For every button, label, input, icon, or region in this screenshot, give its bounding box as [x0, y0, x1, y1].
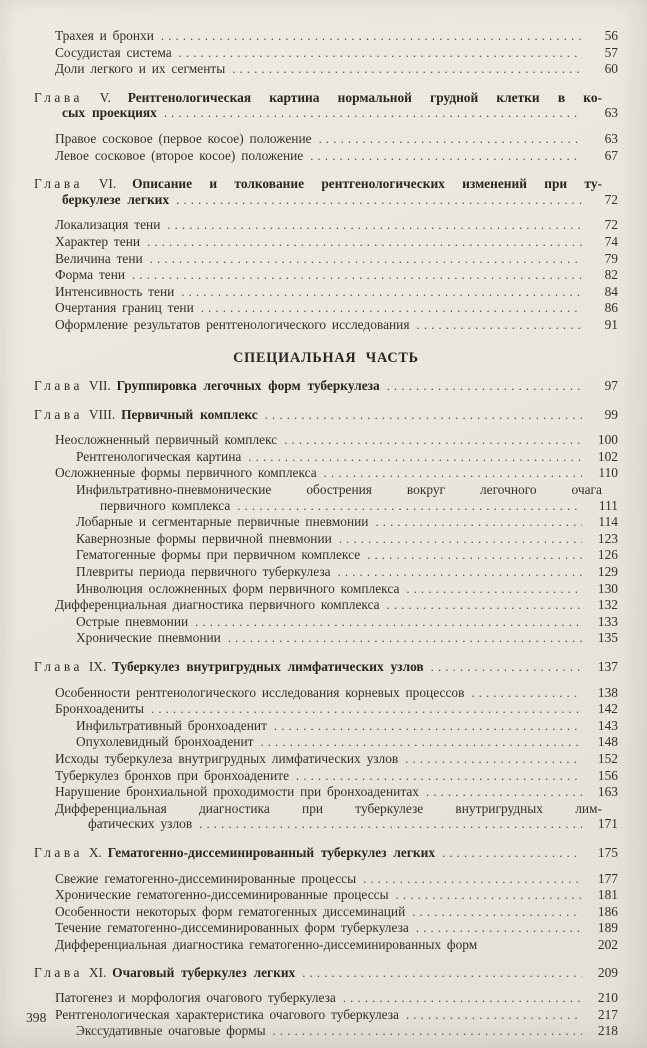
dot-leader: [387, 597, 582, 614]
entry-title: Осложненные формы первичного комплекса: [55, 465, 317, 481]
toc-entry: [34, 801, 618, 833]
toc-row: [76, 630, 618, 647]
entry-title: Сосудистая система: [55, 44, 172, 60]
entry-page-number: 210: [597, 990, 618, 1006]
toc-row: [55, 871, 618, 888]
entry-title: Течение гематогенно-диссеминированных форм туберкулеза: [55, 920, 409, 936]
dot-leader: [426, 784, 582, 801]
dot-leader: [296, 768, 582, 785]
entry-page-number: 86: [604, 300, 618, 316]
dot-leader: [237, 498, 582, 515]
chapter-label: Глава: [34, 844, 83, 860]
dot-leader: [273, 1023, 582, 1040]
toc-chapter-entry: [34, 965, 618, 982]
entry-title-continued: первичного комплекса: [100, 497, 231, 513]
dot-leader: [248, 449, 582, 466]
dot-leader: [396, 887, 582, 904]
chapter-title: Очаговый туберкулез легких: [112, 964, 296, 980]
chapter-title-continued: беркулезе легких: [62, 191, 170, 207]
chapter-title: Туберкулез внутригрудных лимфатических узлов: [112, 659, 424, 674]
entry-title: Свежие гематогенно-диссеминированные процессы: [55, 870, 357, 886]
entry-title: Характер тени: [55, 233, 141, 249]
dot-leader: [324, 465, 582, 482]
chapter-title: Описание и толкование рентгенологических изменений при ту-: [132, 176, 602, 192]
chapter-label: Глава: [34, 964, 83, 980]
chapter-numeral: VI.: [98, 176, 117, 192]
dot-leader: [284, 432, 582, 449]
toc-row: [55, 148, 618, 165]
chapter-title-wrap: [34, 845, 435, 861]
entry-title: Левое сосковое (второе косое) положение: [55, 147, 304, 163]
dot-leader: [201, 300, 582, 317]
entry-title: Инфильтративный бронхоаденит: [76, 717, 267, 733]
entry-page-number: 142: [597, 701, 618, 717]
entry-page-number: 56: [604, 28, 618, 43]
entry-page-number: 148: [597, 734, 618, 750]
entry-page-number: 63: [604, 105, 618, 121]
entry-title-continued: фатических узлов: [88, 816, 193, 832]
chapter-label: Глава: [34, 176, 83, 192]
dot-leader: [274, 718, 582, 735]
dot-leader: [406, 1007, 582, 1024]
entry-title: Особенности некоторых форм гематогенных диссеминаций: [55, 903, 406, 919]
entry-title: Нарушение бронхиальной проходимости при бронхоаденитах: [55, 784, 419, 800]
entry-title: Дифференциальная диагностика первичного комплекса: [55, 597, 380, 613]
chapter-title-line1: [34, 176, 618, 192]
entry-page-number: 130: [597, 580, 618, 596]
toc-row: [55, 317, 618, 334]
toc-row: [55, 937, 618, 953]
toc-row: [76, 531, 618, 548]
toc-chapter-entry: [34, 845, 618, 862]
entry-title: Гематогенные формы при первичном комплексе: [76, 547, 361, 563]
entry-title: Оформление результатов рентгенологического исследования: [55, 316, 410, 332]
toc-row: [76, 581, 618, 598]
toc-row: [76, 614, 618, 631]
toc-row: [55, 784, 618, 801]
dot-leader: [363, 871, 582, 888]
entry-page-number: 102: [597, 448, 618, 464]
entry-title: Доли легкого и их сегменты: [55, 61, 226, 77]
toc-row: [55, 465, 618, 482]
toc-row: [55, 284, 618, 301]
entry-title: Острые пневмонии: [76, 613, 189, 629]
chapter-numeral: IX.: [88, 659, 107, 674]
entry-title: Локализация тени: [55, 217, 161, 233]
toc-row: [76, 564, 618, 581]
entry-page-number: 111: [598, 497, 618, 513]
dot-leader: [343, 990, 582, 1007]
toc-row: [55, 904, 618, 921]
toc-chapter-entry: [34, 378, 618, 395]
toc-row: [55, 685, 618, 702]
entry-title: Инволюция осложненных форм первичного комплекса: [76, 580, 400, 596]
entry-title: Особенности рентгенологического исследования корневых процессов: [55, 684, 465, 700]
dot-leader: [338, 564, 582, 581]
entry-title: Рентгенологическая картина: [76, 448, 242, 464]
chapter-title-wrap: [34, 965, 295, 981]
dot-leader: [232, 61, 582, 78]
entry-title: Исходы туберкулеза внутригрудных лимфатических узлов: [55, 750, 399, 766]
toc-row: [55, 1007, 618, 1024]
entry-page-number: 217: [597, 1006, 618, 1022]
toc-row: [55, 300, 618, 317]
entry-title: Патогенез и морфология очагового туберкулеза: [55, 990, 336, 1006]
entry-title-line1: [55, 801, 618, 817]
chapter-label: Глава: [34, 378, 83, 394]
dot-leader: [228, 630, 582, 647]
entry-page-number: 177: [597, 870, 618, 886]
toc-row: [55, 990, 618, 1007]
entry-page-number: 135: [597, 630, 618, 646]
toc-chapter-entry: [34, 90, 618, 122]
entry-title: Форма тени: [55, 267, 126, 283]
dot-leader: [405, 751, 582, 768]
toc-row: [55, 28, 618, 45]
chapter-label: Глава: [34, 89, 83, 105]
entry-page-number: 91: [604, 316, 618, 332]
entry-title: Бронхоадениты: [55, 701, 145, 717]
toc-row: [34, 965, 618, 982]
toc-row: [76, 1023, 618, 1040]
toc-row: [55, 217, 618, 234]
toc-row: [62, 192, 618, 209]
chapter-title-wrap: [34, 659, 424, 675]
dot-leader: [265, 407, 582, 424]
toc-row: [55, 61, 618, 78]
entry-page-number: 186: [597, 903, 618, 919]
entry-page-number: 67: [604, 147, 618, 163]
dot-leader: [176, 192, 582, 209]
dot-leader: [147, 234, 582, 251]
entry-page-number: 218: [597, 1023, 618, 1039]
entry-title: Хронические пневмонии: [76, 630, 221, 646]
entry-page-number: 97: [604, 378, 618, 394]
entry-title: Неосложненный первичный комплекс: [55, 432, 278, 448]
chapter-title: Первичный комплекс: [121, 406, 258, 422]
chapter-title: Гематогенно-диссеминированный туберкулез легких: [107, 844, 436, 860]
entry-page-number: 129: [597, 564, 618, 580]
toc-row: [88, 816, 618, 833]
toc-row: [55, 751, 618, 768]
dot-leader: [416, 920, 582, 937]
entry-title-line1: [76, 482, 618, 498]
toc-row: [55, 251, 618, 268]
entry-page-number: 137: [597, 659, 618, 674]
entry-title: Лобарные и сегментарные первичные пневмонии: [76, 514, 369, 530]
entry-page-number: 72: [604, 191, 618, 207]
toc-row: [55, 234, 618, 251]
chapter-numeral: VII.: [88, 378, 111, 394]
toc-chapter-entry: [34, 407, 618, 424]
dot-leader: [179, 45, 582, 62]
dot-leader: [319, 131, 582, 148]
toc-row: [55, 597, 618, 614]
entry-title: Туберкулез бронхов при бронхоадените: [55, 767, 290, 783]
toc-row: [62, 105, 618, 122]
chapter-title: Группировка легочных форм туберкулеза: [116, 378, 380, 394]
entry-page-number: 57: [604, 44, 618, 60]
entry-page-number: 202: [597, 936, 618, 952]
entry-page-number: 189: [597, 920, 618, 936]
dot-leader: [167, 217, 582, 234]
toc-entry: [34, 482, 618, 514]
chapter-label: Глава: [34, 406, 83, 422]
entry-title: Плевриты периода первичного туберкулеза: [76, 564, 331, 580]
dot-leader: [406, 581, 582, 598]
dot-leader: [151, 701, 582, 718]
entry-page-number: 126: [597, 547, 618, 563]
chapter-title-line1: [34, 90, 618, 106]
toc-row: [34, 659, 618, 676]
toc-row: [55, 45, 618, 62]
toc-row: [34, 378, 618, 395]
entry-title: Трахея и бронхи: [55, 28, 154, 43]
chapter-numeral: X.: [88, 844, 102, 860]
entry-title: Рентгенологическая характеристика очагового туберкулеза: [55, 1006, 399, 1022]
entry-title: Опухолевидный бронхоаденит: [76, 734, 254, 750]
toc-row: [34, 407, 618, 424]
entry-page-number: 82: [604, 267, 618, 283]
toc-row: [55, 432, 618, 449]
dot-leader: [417, 317, 582, 334]
dot-leader: [367, 547, 582, 564]
dot-leader: [260, 734, 582, 751]
dot-leader: [164, 105, 582, 122]
toc-row: [55, 267, 618, 284]
toc-row: [55, 887, 618, 904]
entry-page-number: 114: [598, 514, 618, 530]
entry-title: Правое сосковое (первое косое) положение: [55, 130, 312, 146]
entry-page-number: 132: [597, 597, 618, 613]
chapter-label: Глава: [34, 659, 83, 674]
entry-page-number: 175: [597, 844, 618, 860]
dot-leader: [161, 28, 582, 45]
entry-page-number: 79: [604, 250, 618, 266]
entry-page-number: 110: [598, 465, 618, 481]
toc-row: [76, 547, 618, 564]
toc-row: [55, 920, 618, 937]
dot-leader: [302, 965, 582, 982]
dot-leader: [431, 659, 582, 676]
folio-page-number: 398: [26, 1010, 47, 1025]
chapter-numeral: VIII.: [88, 406, 116, 422]
entry-page-number: 63: [604, 130, 618, 146]
toc-row: [76, 514, 618, 531]
entry-title: Величина тени: [55, 250, 143, 266]
table-of-contents: [34, 28, 618, 1040]
toc-row: [55, 131, 618, 148]
entry-title: Дифференциальная диагностика при туберкулезе внутригрудных лим-: [55, 800, 602, 816]
entry-page-number: 100: [597, 432, 618, 448]
entry-page-number: 72: [604, 217, 618, 233]
entry-page-number: 181: [597, 887, 618, 903]
entry-page-number: 143: [597, 717, 618, 733]
toc-row: [55, 768, 618, 785]
entry-title: Хронические гематогенно-диссеминированные процессы: [55, 887, 389, 903]
dot-leader: [181, 284, 582, 301]
entry-title: Инфильтративно-пневмонические обострения вокруг легочного очага: [76, 482, 602, 498]
dot-leader: [132, 267, 582, 284]
chapter-title-continued: сых проекциях: [62, 105, 157, 121]
dot-leader: [471, 685, 582, 702]
entry-page-number: 133: [597, 613, 618, 629]
dot-leader: [387, 378, 582, 395]
toc-chapter-entry: [34, 659, 618, 676]
toc-row: [100, 498, 618, 515]
toc-row: [76, 449, 618, 466]
toc-chapter-entry: [34, 176, 618, 208]
chapter-title-wrap: [34, 407, 258, 423]
dot-leader: [310, 148, 582, 165]
toc-row: [55, 701, 618, 718]
dot-leader: [375, 514, 582, 531]
entry-title: Экссудативные очаговые формы: [76, 1023, 266, 1039]
entry-page-number: 123: [597, 530, 618, 546]
dot-leader: [195, 614, 582, 631]
entry-page-number: 84: [604, 283, 618, 299]
dot-leader: [150, 251, 582, 268]
entry-page-number: 209: [597, 964, 618, 980]
entry-page-number: 99: [604, 406, 618, 422]
entry-title: Очертания границ тени: [55, 300, 194, 316]
dot-leader: [442, 845, 582, 862]
entry-page-number: 74: [604, 233, 618, 249]
toc-row: [76, 734, 618, 751]
chapter-title: Рентгенологическая картина нормальной грудной клетки в ко-: [127, 89, 602, 105]
chapter-numeral: XI.: [88, 964, 107, 980]
dot-leader: [199, 816, 582, 833]
toc-row: [34, 845, 618, 862]
entry-title: Дифференциальная диагностика гематогенно-диссеминированных форм: [55, 936, 478, 952]
dot-leader: [339, 531, 582, 548]
entry-page-number: 152: [597, 750, 618, 766]
chapter-title-wrap: [34, 378, 380, 394]
entry-page-number: 138: [597, 684, 618, 700]
chapter-numeral: V.: [99, 89, 111, 105]
toc-row: [76, 718, 618, 735]
entry-page-number: 60: [604, 61, 618, 77]
section-heading: СПЕЦИАЛЬНАЯ ЧАСТЬ: [233, 349, 419, 366]
entry-title: Интенсивность тени: [55, 283, 175, 299]
entry-title: Кавернозные формы первичной пневмонии: [76, 530, 332, 546]
entry-page-number: 171: [597, 816, 618, 832]
dot-leader: [412, 904, 582, 921]
entry-page-number: 163: [597, 784, 618, 800]
entry-page-number: 156: [597, 767, 618, 783]
